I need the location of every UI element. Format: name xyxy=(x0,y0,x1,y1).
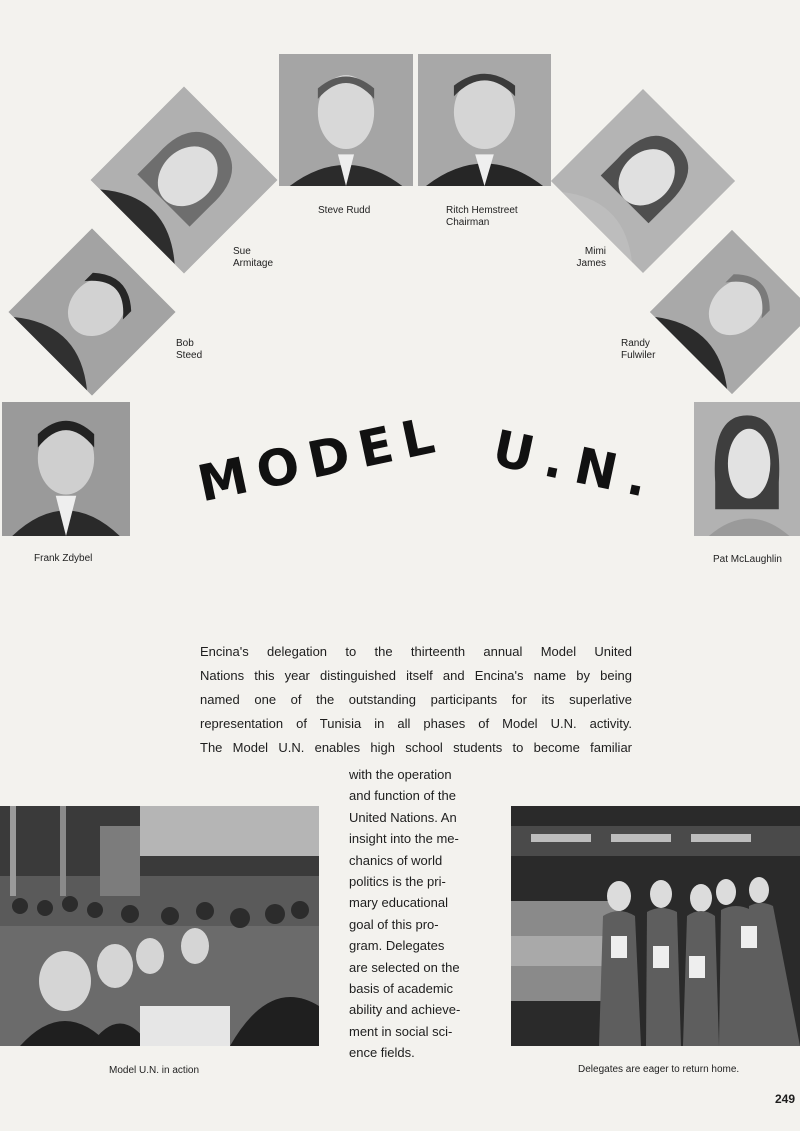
portrait-bob xyxy=(9,229,176,396)
column-line: ence fields. xyxy=(349,1045,415,1061)
article-intro xyxy=(200,640,632,760)
column-line: United Nations. An xyxy=(349,809,457,825)
caption-sue: Sue Armitage xyxy=(233,246,274,269)
intro-line: The Model U.N. enables high school students to become familiar xyxy=(200,740,632,755)
caption-steve: Steve Rudd xyxy=(318,205,371,216)
portrait-pat xyxy=(694,402,800,536)
column-line: ability and achieve- xyxy=(349,1002,461,1018)
column-line: chanics of world xyxy=(349,852,443,868)
caption-frank: Frank Zdybel xyxy=(34,553,93,564)
caption-pat: Pat McLaughlin xyxy=(713,554,782,565)
column-line: insight into the me- xyxy=(349,831,459,847)
article-column xyxy=(349,764,484,1064)
photo-delegates xyxy=(511,806,800,1046)
column-line: mary educational xyxy=(349,895,448,911)
caption-left-photo: Model U.N. in action xyxy=(109,1065,200,1076)
portrait-frank xyxy=(2,402,130,536)
portrait-randy xyxy=(650,230,800,394)
caption-right-photo: Delegates are eager to return home. xyxy=(578,1064,740,1075)
column-line: are selected on the xyxy=(349,959,460,975)
column-line: with the operation xyxy=(349,767,452,782)
photo-model-un-in-action xyxy=(0,806,319,1046)
intro-line: Nations this year distinguished itself and Encina's name by being xyxy=(200,668,632,683)
column-line: and function of the xyxy=(349,788,456,804)
intro-line: Encina's delegation to the thirteenth annual Model United xyxy=(200,644,632,659)
caption-randy: Randy Fulwiler xyxy=(621,338,656,361)
column-line: basis of academic xyxy=(349,981,454,997)
intro-line: representation of Tunisia in all phases of Model U.N. activity. xyxy=(200,716,632,731)
caption-bob: Bob Steed xyxy=(176,338,203,361)
portrait-steve xyxy=(279,54,413,186)
column-line: goal of this pro- xyxy=(349,916,439,932)
page-title-un: U.N. xyxy=(487,419,665,511)
caption-ritch: Ritch Hemstreet Chairman xyxy=(446,205,518,228)
page-title-model: MODEL xyxy=(192,404,450,514)
caption-mimi: Mimi James xyxy=(576,246,606,269)
portrait-ritch xyxy=(418,54,551,186)
column-line: gram. Delegates xyxy=(349,938,445,954)
column-line: ment in social sci- xyxy=(349,1023,453,1039)
column-line: politics is the pri- xyxy=(349,874,446,890)
page-number: 249 xyxy=(775,1092,796,1106)
intro-line: named one of the outstanding participants for its superlative xyxy=(200,692,632,707)
